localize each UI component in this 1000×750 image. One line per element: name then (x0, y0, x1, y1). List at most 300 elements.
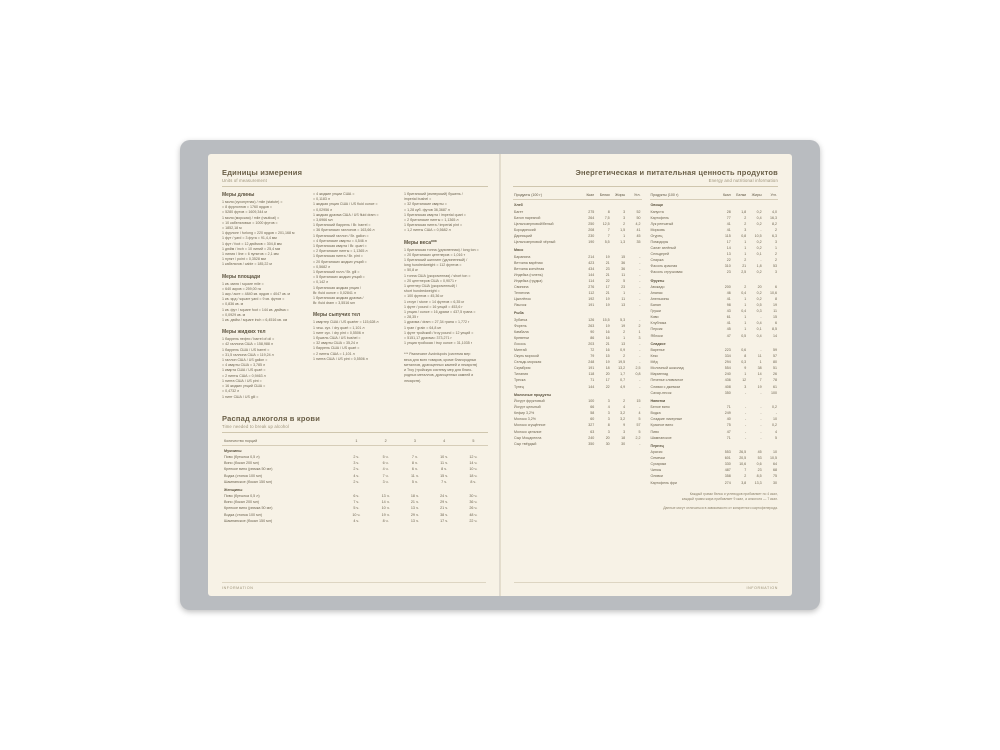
cell-value: 4,9 (620, 384, 626, 389)
cell-value: 11 (757, 354, 762, 359)
column-header: Продукты (100 г) (513, 192, 580, 200)
cell-value: 30 (621, 441, 626, 446)
cell-value: - (639, 290, 641, 295)
cell-value: 2 (744, 258, 747, 263)
cell-value: 208 (588, 227, 595, 232)
cell-value: 230 (588, 233, 595, 238)
category-label: Женщины (224, 487, 243, 492)
cell-value: 0,5 (741, 333, 747, 338)
cell-value: 0,8 (741, 233, 747, 238)
cell-value: 38 (757, 366, 762, 371)
left-page (208, 154, 500, 596)
cell-value: 23 (757, 468, 762, 473)
row-label: Шампанское (бокал 150 мл) (224, 518, 273, 523)
cell-value: 0,4 (756, 333, 762, 338)
cell-value: 2,2 (635, 435, 641, 440)
measurement-line: лекарств). (404, 378, 422, 383)
cell-value: 13,3 (754, 480, 762, 485)
cell-value: - (639, 360, 641, 365)
cell-value: 19,5 (618, 360, 626, 365)
product-name: Багет (514, 209, 524, 214)
cell-value: 11 (621, 272, 626, 277)
measurement-column (222, 192, 306, 406)
cell-value: 36 (621, 266, 626, 271)
cell-value: - (639, 317, 641, 322)
category-label: Мужчины (224, 448, 242, 453)
cell-value: 15 (636, 399, 641, 404)
measurement-group (313, 192, 397, 306)
product-name: Пиво (650, 429, 659, 434)
cell-value: 190 (588, 239, 595, 244)
measurement-line: 1 квартер США / US quarter = 115,628 л (313, 320, 379, 325)
cell-value: 41 (726, 221, 731, 226)
product-name: Огурец (650, 233, 663, 238)
cell-value: 28 (726, 209, 731, 214)
measurement-group-title: Меры жидких тел (222, 329, 266, 336)
cell-value: 0,2 (756, 290, 762, 295)
cell-value: 0,4 (741, 290, 747, 295)
cell-value: 0,4 (756, 215, 762, 220)
column-header: 1 (342, 438, 371, 446)
measurement-group (313, 312, 397, 362)
cell-value: 358 (724, 474, 731, 479)
product-name: Варенье (650, 348, 665, 353)
measurement-line: = 4 кварты США = 3,785 л (222, 363, 266, 368)
product-name: Мармелад (650, 372, 669, 377)
cell-value: 17 (605, 284, 610, 289)
row-label: Водка (стопка 100 мл) (224, 473, 262, 478)
cell-value: 22 ч. (469, 518, 478, 523)
cell-value: 14 ч. (469, 461, 478, 466)
cell-value: 2 ч. (353, 479, 360, 484)
measurement-line: 1 британский галлон / Br. gallon = (313, 233, 369, 238)
right-page (500, 154, 792, 596)
measurement-line: = 4 британские кварты = 4,546 л (313, 238, 367, 243)
measurement-group (404, 352, 488, 383)
measurement-line: = 1,28 куб. футов 36,3687 л (404, 207, 450, 212)
divider (222, 186, 488, 187)
cell-value: 19 (605, 360, 610, 365)
cell-value: 72 (590, 348, 595, 353)
cell-value: 71 (590, 378, 595, 383)
cell-value: 1 (775, 246, 777, 251)
product-name: Дарницкий (514, 233, 533, 238)
cell-value: 6 ч. (382, 461, 389, 466)
cell-value: 8,5 (772, 327, 777, 332)
cell-value: 2 (775, 227, 777, 232)
row-label: Вино (бокал 200 мл) (224, 461, 260, 466)
table-header-row (222, 438, 488, 446)
note-line: Данные могут отличаться в зависимости от конкретного картофелерода. (663, 506, 778, 511)
product-name: Сахар-песок (650, 390, 672, 395)
column-header: 3 (400, 438, 429, 446)
nutrition-table-left (513, 192, 642, 447)
measurement-line: = 2 британские пинты = 1,1365 л (404, 218, 459, 223)
cell-value: 9 (623, 423, 626, 428)
cell-value: 41 (636, 227, 641, 232)
cell-value: 3,8 (741, 480, 747, 485)
cell-value: 16 (605, 329, 610, 334)
cell-value: 1 (744, 303, 747, 308)
cell-value: 15 (773, 315, 777, 320)
cell-value: - (639, 405, 641, 410)
cell-value: 90 (590, 329, 595, 334)
measurement-line: 1 британская кварта / Br. quart = (313, 244, 367, 249)
cell-value: 5,5 (604, 239, 610, 244)
cell-value: 2,5 (635, 366, 641, 371)
cell-value: 75 (726, 423, 731, 428)
cell-value: 19 (621, 323, 626, 328)
product-name: Тилапия (514, 372, 529, 377)
cell-value: 61 (726, 315, 731, 320)
measurement-group-title: Меры длины (222, 192, 255, 198)
product-name: Форель (514, 323, 527, 328)
cell-value: 46 (726, 290, 731, 295)
measurement-line: 1 жидкая драхма США / US fluid dram = (313, 212, 379, 217)
cell-value: 118 (588, 372, 595, 377)
cell-value: 19 (605, 323, 610, 328)
product-name: Салат зелёный (650, 246, 676, 251)
cell-value: 23 (621, 284, 626, 289)
cell-value: 100 (588, 399, 595, 404)
measurement-line: 1 линия / line = 6 пунктов = 2,1 мм (222, 252, 279, 257)
product-name: Печенье сливочное (650, 378, 684, 383)
cell-value: 126 (588, 317, 595, 322)
measurements-columns (222, 192, 488, 406)
cell-value: 21 (605, 260, 610, 265)
cell-value: 1 (744, 327, 747, 332)
cell-value: - (639, 284, 641, 289)
measurement-line: = 31,5 галлона США = 119,24 л (222, 352, 274, 357)
cell-value: 21 (742, 264, 747, 269)
product-name: Оливки (650, 474, 663, 479)
cell-value: 408 (724, 384, 731, 389)
measurement-line: short hundredweight = (404, 289, 440, 294)
column-header: Ккал (716, 192, 731, 200)
cell-value: 8 (607, 423, 610, 428)
cell-value: 112 (588, 290, 595, 295)
column-header: 5 (459, 438, 488, 446)
measurement-line: = 28,35 г (404, 315, 419, 320)
cell-value: 8 ч. (411, 461, 418, 466)
cell-value: 15,5 (602, 317, 610, 322)
pages-container (208, 154, 792, 596)
cell-value: 1,8 (756, 264, 762, 269)
category-label: Сладкое (650, 341, 666, 346)
product-name: Креветки (514, 335, 530, 340)
note-line: каждый грамм жира прибавляет 9 ккал, а алкоголя — 7 ккал. (681, 496, 778, 501)
cell-value: 191 (588, 366, 595, 371)
cell-value: 10,5 (770, 456, 777, 461)
table-header-row (650, 192, 779, 200)
product-name: Ветчина копчёная (514, 266, 545, 271)
column-header: Количество порций (222, 438, 342, 446)
measurement-line: Br. fluid dram = 3,5516 мл (313, 301, 355, 306)
cell-value: 13 (621, 342, 626, 347)
cell-value: 2 (775, 258, 777, 263)
cell-value: 9 (744, 366, 747, 371)
measurement-line: 1 британская кварта / imperial quart = (404, 212, 466, 217)
cell-value: 1,5 (620, 227, 626, 232)
cell-value: 350 (588, 441, 595, 446)
cell-value: 29 ч. (440, 500, 449, 505)
cell-value: 6 (775, 284, 777, 289)
cell-value: - (760, 423, 762, 428)
cell-value: 3 (607, 411, 610, 416)
cell-value: 11 (621, 297, 626, 302)
cell-value: 6 (775, 321, 777, 326)
cell-value: 10 (773, 417, 777, 422)
column-header: Жиры (611, 192, 626, 200)
cell-value: - (639, 384, 641, 389)
measurement-line: = 5280 футов = 1609,344 м (222, 210, 267, 215)
cell-value: 36 (621, 260, 626, 265)
category-label: Напитки (650, 398, 666, 403)
product-name: Треска (514, 378, 526, 383)
product-name: Авокадо (650, 284, 665, 289)
cell-value: 11 ч. (440, 461, 449, 466)
cell-value: 15 (621, 254, 626, 259)
cell-value: 78 (773, 378, 777, 383)
measurement-line: = 32 британские кварты = (404, 202, 447, 207)
measurement-line: = 0,142 л (313, 280, 329, 285)
cell-value: 47 (726, 429, 731, 434)
cell-value: 8 (744, 354, 747, 359)
measurement-line: 1 дюйм / inch = 10 линий = 25,4 мм (222, 246, 281, 251)
product-name: Окунь морской (514, 354, 539, 359)
product-name: Фасоль красная (650, 264, 678, 269)
table-row (650, 200, 779, 209)
column-header: Угл. (626, 192, 641, 200)
cell-value: 6,3 (772, 233, 777, 238)
cell-value: 23 (605, 266, 610, 271)
product-name: Сыр твёрдый (514, 441, 537, 446)
measurement-line: = 0,0929 кв. м (222, 312, 246, 317)
cell-value: 214 (588, 254, 595, 259)
cell-value: - (760, 435, 762, 440)
cell-value: 0,6 (741, 348, 747, 353)
measurement-line: 1 тонна США (укороченная) / short ton = (404, 273, 471, 278)
cell-value: 0,2 (756, 297, 762, 302)
cell-value: 11 ч. (410, 473, 419, 478)
alcohol-section-header (222, 414, 488, 429)
cell-value: - (744, 435, 747, 440)
cell-value: 2 (638, 323, 641, 328)
cell-value: 3 ч. (382, 479, 389, 484)
cell-value: 5 (623, 278, 626, 283)
cell-value: 334 (724, 354, 731, 359)
table-row (650, 441, 779, 449)
footer-rule (514, 582, 778, 583)
cell-value: 1,7 (620, 372, 626, 377)
measurement-line: = 0,5682 л (313, 264, 331, 269)
product-name: Шампанское (650, 435, 672, 440)
cell-value: 8,5 (756, 474, 762, 479)
measurement-line: 1 фут / foot = 12 дюймов = 304,8 мм (222, 241, 282, 246)
cell-value: 98 (726, 303, 731, 308)
cell-value: 5 ч. (353, 506, 360, 511)
measurement-group (222, 329, 306, 399)
cell-value: 1 (744, 321, 747, 326)
measurement-line: = 5 британских жидких унций = (313, 275, 365, 280)
table-row (222, 518, 488, 524)
cell-value: 3 ч. (353, 461, 360, 466)
measurement-line: 1 чеш. сух. / dry quart = 1,101 л (313, 325, 365, 330)
cell-value: 13 ч. (410, 506, 419, 511)
row-label: Пиво (бутылка 0,5 л) (224, 494, 260, 499)
measurement-line: = 42 галлона США = 158,988 л (222, 342, 274, 347)
cell-value: 17 (726, 239, 731, 244)
cell-value: 3 (623, 429, 626, 434)
cell-value: 0,4 (741, 309, 747, 314)
cell-value: 23 (726, 270, 731, 275)
note-line: Каждый грамм белка и углеводов прибавляет по 4 ккал, (689, 491, 778, 496)
cell-value: 327 (588, 423, 595, 428)
cell-value: 12 ч. (469, 454, 478, 459)
category-label: Пернец (650, 443, 664, 448)
cell-value: 19 ч. (381, 512, 390, 517)
cell-value: - (744, 429, 747, 434)
column-header: 4 (430, 438, 459, 446)
cell-value: 1 (744, 246, 747, 251)
cell-value: 57 (636, 423, 641, 428)
cell-value: 19 (605, 297, 610, 302)
cell-value: 330 (724, 462, 731, 467)
table-row (513, 441, 642, 447)
cell-value: - (744, 423, 747, 428)
measurement-line: 1 фунт / pound = 16 унций = 453,6 г (404, 304, 463, 309)
cell-value: 275 (588, 209, 595, 214)
nutrition-left-column (513, 192, 642, 486)
product-name: Фасоль стручковая (650, 270, 683, 275)
measurement-line: = 2 пинты США = 0,9463 л (222, 373, 266, 378)
cell-value: 40 (726, 417, 731, 422)
measurement-line: 1 миля (сухопутная) / mile (statute) = (222, 200, 283, 204)
cell-value: 21 (605, 272, 610, 277)
cell-value: 41 (726, 297, 731, 302)
cell-value: 7,5 (604, 215, 610, 220)
cell-value: 2,5 (741, 270, 747, 275)
cell-value: 3 (744, 384, 747, 389)
measurement-group (404, 192, 488, 234)
cell-value: 57 (773, 354, 777, 359)
cell-value: 10 ч. (440, 454, 449, 459)
measurement-line: 1 фурлонг / furlong = 220 ярдов = 201,168 м (222, 231, 295, 236)
cell-value: 1 (744, 315, 747, 320)
product-name: Тунец (514, 384, 524, 389)
cell-value: - (760, 417, 762, 422)
cell-value: 7 ч. (382, 473, 389, 478)
nutrition-note (513, 492, 778, 511)
measurement-line: 1 кабельтов / cable = 185,22 м (222, 262, 272, 267)
cell-value: 2 (744, 221, 747, 226)
column-header: Белки (732, 192, 747, 200)
cell-value: 26,5 (739, 450, 747, 455)
product-name: Молоко сгущённое (514, 423, 546, 428)
cell-value: 5 (638, 429, 641, 434)
measurement-group (222, 192, 306, 268)
cell-value: 5 (638, 417, 641, 422)
measurement-line: = 50,8 кг (404, 268, 418, 273)
cell-value: 0,2 (756, 270, 762, 275)
cell-value: 0,3 (756, 309, 762, 314)
product-name: Индейка (голень) (514, 272, 543, 277)
cell-value: 264 (588, 215, 595, 220)
measurement-line: 1 кв. дюйм / square inch = 6,4516 кв. см (222, 318, 288, 323)
cell-value: 45 (636, 233, 641, 238)
product-name: Яблоки (650, 333, 663, 338)
cell-value: 47 (726, 333, 731, 338)
cell-value: 13 ч. (381, 494, 390, 499)
cell-value: 0,7 (620, 378, 626, 383)
cell-value: 2 (744, 215, 747, 220)
cell-value: 14 (726, 246, 731, 251)
measurement-line: = 8 фурлонгов = 1760 ярдов = (222, 205, 272, 210)
cell-value: 15 ч. (440, 473, 449, 478)
row-label: Водка (стопка 100 мл) (224, 512, 262, 517)
cell-value: 0,2 (756, 209, 762, 214)
product-name: Персик (650, 327, 663, 332)
measurement-line: 1 британский шиллинг (удлиненный) / (404, 258, 468, 263)
measurement-line: 1 унция / ounce = 16 драхм = 437,5 грана = (404, 310, 476, 315)
cell-value: 5,3 (620, 317, 626, 322)
cell-value: 41 (726, 227, 731, 232)
category-label: Хлеб (514, 203, 523, 208)
cell-value: 0,1 (756, 252, 762, 257)
cell-value: 63 (590, 429, 595, 434)
cell-value: 294 (724, 360, 731, 365)
row-label: Крепкое вино (рюмка 50 мл) (224, 506, 273, 511)
cell-value: 13 (621, 303, 626, 308)
measurement-line: 1 британская жидкая драхма / (313, 296, 364, 301)
product-name: Красное вино (650, 423, 674, 428)
product-name: Йогурт фруктовый (514, 399, 545, 404)
cell-value: - (744, 411, 747, 416)
product-name: Банан (650, 303, 661, 308)
nutrition-tables (513, 192, 778, 486)
cell-value: 3 (623, 215, 626, 220)
cell-value: 18 (605, 366, 610, 371)
measurement-group-title: Меры площади (222, 273, 261, 280)
cell-value: 554 (724, 366, 731, 371)
cell-value: - (760, 390, 762, 395)
cell-value: 19 (605, 254, 610, 259)
measurement-line: 1 баррель США / US quart = (313, 346, 360, 351)
cell-value: 12 (742, 378, 747, 383)
product-name: Арахис (650, 450, 663, 455)
divider (222, 432, 488, 433)
cell-value: 66 (590, 405, 595, 410)
cell-value: 75 (773, 474, 777, 479)
cell-value: 60 (590, 417, 595, 422)
measurement-line: 1 гран / grain = 64,8 мг (404, 325, 442, 330)
cell-value: 35 (636, 239, 641, 244)
measurement-line: long hundredweight = 112 фунтов = (404, 263, 462, 268)
category-label: Молочные продукты (514, 392, 552, 397)
units-section-header (222, 168, 488, 183)
cell-value: 20 (605, 435, 610, 440)
measurement-line: 1 кв. фут / square foot = 144 кв. дюйма = (222, 307, 289, 312)
product-name: Телятина (514, 290, 530, 295)
measurement-line: 1 галлон США / US gallon = (222, 358, 268, 363)
cell-value: 6 ч. (353, 494, 360, 499)
cell-value: 100 (771, 390, 777, 395)
product-name: Зубатка (514, 317, 528, 322)
column-header: Угл. (763, 192, 778, 200)
product-name: Капуста (650, 209, 664, 214)
cell-value: 4 ч. (353, 473, 360, 478)
cell-value: 248 (588, 360, 595, 365)
